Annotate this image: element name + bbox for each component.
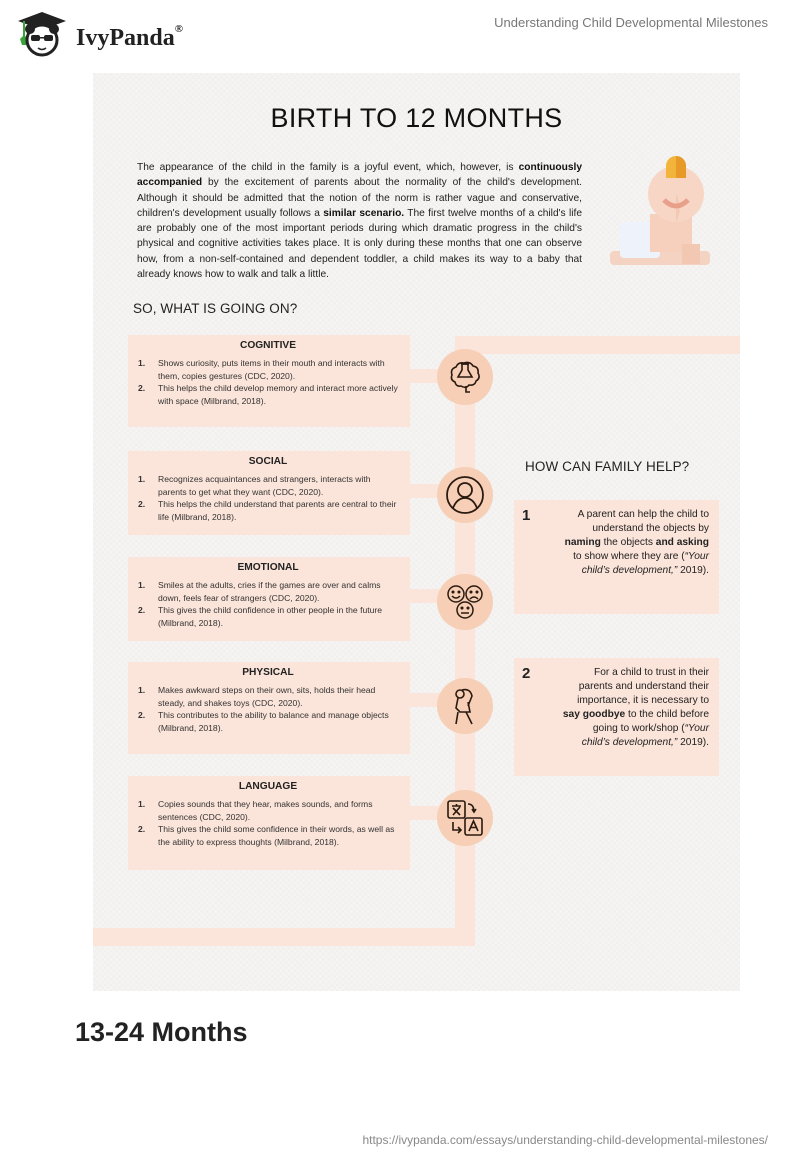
panda-graduate-icon: [14, 10, 70, 58]
translate-icon: [437, 790, 493, 846]
category-cognitive: COGNITIVE 1. Shows curiosity, puts items in their mouth and interacts with them, copies gestures (CDC, 2020). 2. This helps the child develop memory and interact more actively with space (Milbrand, 2018).: [128, 335, 410, 427]
category-physical: PHYSICAL 1. Makes awkward steps on their own, sits, holds their head steady, and shakes toys (CDC, 2020). 2. This contributes to the ability to balance and manage objects (Milbrand, 2018).: [128, 662, 410, 754]
timeline-vertical: [455, 336, 475, 946]
emotion-faces-icon: [437, 574, 493, 630]
list-item: 1. Recognizes acquaintances and strangers, interacts with parents to get what they want (CDC, 2020).: [138, 474, 371, 497]
ivypanda-logo[interactable]: [14, 10, 183, 58]
document-title: Understanding Child Developmental Milestones: [494, 15, 768, 30]
footer-url[interactable]: https://ivypanda.com/essays/understanding-child-developmental-milestones/: [362, 1133, 768, 1147]
list-item: 1. Shows curiosity, puts items in their mouth and interacts with them, copies gestures (CDC, 2020).: [138, 358, 385, 381]
section-heading: 13-24 Months: [75, 1017, 248, 1047]
category-social: SOCIAL 1. Recognizes acquaintances and strangers, interacts with parents to get what they want (CDC, 2020). 2. This helps the child understand that parents are central to their life (Milbrand, 2018).: [128, 451, 410, 535]
help-tip-2: 2 For a child to trust in their parents and understand their importance, it is necessary to say goodbye to the child before going to work/shop (“Your child’s development,” 2019).: [514, 658, 719, 776]
crawling-baby-icon: [600, 156, 720, 271]
category-language: LANGUAGE 1. Copies sounds that they hear, makes sounds, and forms sentences (CDC, 2020). 2. This gives the child some confidence in their words, as well as the ability to express thoughts (Milbrand, 2018).: [128, 776, 410, 870]
list-item: 2. This contributes to the ability to balance and manage objects (Milbrand, 2018).: [138, 710, 389, 733]
what-is-going-on-heading: SO, WHAT IS GOING ON?: [133, 301, 298, 316]
help-tip-1: 1 A parent can help the child to understand the objects by naming the objects and asking to show where they are (“Your child’s development,” 2019).: [514, 500, 719, 614]
stretching-person-icon: [437, 678, 493, 734]
intro-paragraph: The appearance of the child in the family is a joyful event, which, however, is continuously accompanied by the excitement of parents about the normality of the child's development. Although it should be admitted that the notion of the norm is rather vague and conservative, children's development usually follows a similar scenario. The first twelve months of a child's life are probably one of the most important periods during which dramatic progress in the child's physical and cognitive activities takes place. It is only during these months that one can observe how, from a non-self-contained and dependent toddler, a child makes its way to a baby that already knows how to walk and talk a little.: [137, 162, 583, 281]
list-item: 1. Makes awkward steps on their own, sits, holds their head steady, and shakes toys (CDC, 2020).: [138, 685, 376, 708]
list-item: 2. This helps the child understand that parents are central to their life (Milbrand, 2018).: [138, 499, 397, 522]
logo-wordmark: IvyPanda®: [76, 22, 183, 51]
person-icon: [437, 467, 493, 523]
list-item: 2. This gives the child confidence in other people in the future (Milbrand, 2018).: [138, 605, 383, 628]
timeline-bottom-connector: [93, 928, 475, 946]
list-item: 2. This gives the child some confidence in their words, as well as the ability to express thoughts (Milbrand, 2018).: [138, 824, 395, 847]
list-item: 2. This helps the child develop memory and interact more actively with space (Milbrand, 2018).: [138, 383, 398, 406]
how-can-family-help-heading: HOW CAN FAMILY HELP?: [525, 459, 690, 474]
timeline-top-connector: [455, 336, 740, 354]
brain-flask-icon: [437, 349, 493, 405]
infographic-title: BIRTH TO 12 MONTHS: [270, 103, 563, 133]
list-item: 1. Copies sounds that they hear, makes sounds, and forms sentences (CDC, 2020).: [138, 799, 373, 822]
list-item: 1. Smiles at the adults, cries if the games are over and calms down, feels fear of strangers (CDC, 2020).: [138, 580, 381, 603]
infographic: [93, 73, 740, 991]
category-emotional: EMOTIONAL 1. Smiles at the adults, cries if the games are over and calms down, feels fear of strangers (CDC, 2020). 2. This gives the child confidence in other people in the future (Milbrand, 2018).: [128, 557, 410, 641]
